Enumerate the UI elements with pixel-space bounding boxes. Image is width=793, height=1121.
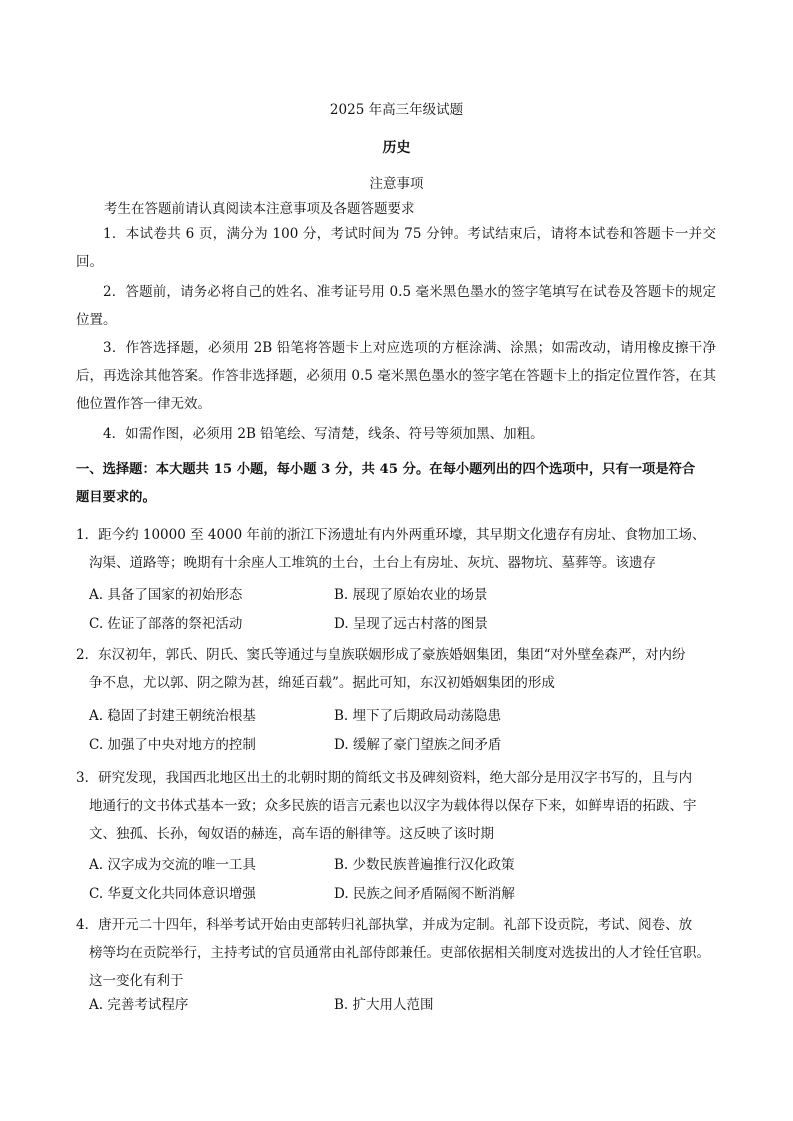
section-heading-line-1: 一、选择题：本大题共 15 小题，每小题 3 分，共 45 分。在每小题列出的四个选项中，只有一项是符合	[76, 462, 696, 477]
subject-heading: 历史	[382, 140, 411, 156]
question-3	[76, 764, 716, 848]
notice-intro: 考生在答题前请认真阅读本注意事项及各题答题要求	[104, 201, 415, 217]
question-3-option-b[interactable]: B. 少数民族普遍推行汉化政策	[334, 857, 515, 873]
question-3-option-a[interactable]: A. 汉字成为交流的唯一工具	[89, 857, 256, 873]
question-3-option-d[interactable]: D. 民族之间矛盾隔阂不断消解	[334, 886, 515, 902]
question-2-option-c[interactable]: C. 加强了中央对地方的控制	[89, 737, 256, 753]
notice-item-3: 3．作答选择题，必须用 2B 铅笔将答题卡上对应选项的方框涂满、涂黑；如需改动，请用橡皮擦干净后，再选涂其他答案。作答非选择题，必须用 0.5 毫米黑色墨水的签字笔在答题卡上的指定位置作答，在其他位置作答一律无效。	[76, 340, 716, 412]
question-4-line-2: 榜等均在贡院举行，主持考试的官员通常由礼部侍郎兼任。吏部依据相关制度对选拔出的人才铨任官职。	[89, 945, 710, 961]
question-1	[76, 521, 716, 577]
question-2-option-d[interactable]: D. 缓解了豪门望族之间矛盾	[334, 737, 502, 753]
question-1-line-2: 沟渠、道路等；晚期有十余座人工堆筑的土台，土台上有房址、灰坑、器物坑、墓葬等。该遗存	[89, 555, 656, 571]
question-1-option-c[interactable]: C. 佐证了部落的祭祀活动	[89, 616, 243, 632]
question-1-option-a[interactable]: A. 具备了国家的初始形态	[89, 587, 243, 603]
question-2-line-1: 2．东汉初年，郭氏、阴氏、窦氏等通过与皇族联姻形成了豪族婚姻集团，集团“对外壁垒森严，对内纷	[76, 647, 686, 663]
question-4-line-3: 这一变化有利于	[89, 973, 184, 989]
question-1-line-1: 1．距今约 10000 至 4000 年前的浙江下汤遗址有内外两重环壕，其早期文化遗存有房址、食物加工场、	[76, 527, 706, 543]
question-2-option-a[interactable]: A. 稳固了封建王朝统治根基	[89, 708, 256, 724]
notice-item-1: 1．本试卷共 6 页，满分为 100 分，考试时间为 75 分钟。考试结束后，请将本试卷和答题卡一并交回。	[76, 226, 716, 270]
question-2-line-2: 争不息，尤以郭、阴之隙为甚，绵延百载”。据此可知，东汉初婚姻集团的形成	[89, 675, 555, 691]
question-3-line-2: 地通行的文书体式基本一致；众多民族的语言元素也以汉字为载体得以保存下来，如鲜卑语的拓跋、宇	[89, 798, 697, 814]
section-heading	[76, 456, 716, 512]
question-4-option-b[interactable]: B. 扩大用人范围	[334, 997, 434, 1013]
question-3-line-1: 3．研究发现，我国西北地区出土的北朝时期的简纸文书及碑刻资料，绝大部分是用汉字书写的，且与内	[76, 770, 693, 786]
question-1-option-d[interactable]: D. 呈现了远古村落的图景	[334, 616, 488, 632]
question-1-option-b[interactable]: B. 展现了原始农业的场景	[334, 587, 488, 603]
question-2	[76, 641, 716, 697]
question-3-option-c[interactable]: C. 华夏文化共同体意识增强	[89, 886, 256, 902]
notice-item-2: 2．答题前，请务必将自己的姓名、准考证号用 0.5 毫米黑色墨水的签字笔填写在试卷及答题卡的规定位置。	[76, 284, 716, 328]
question-3-line-3: 文、独孤、长孙，匈奴语的赫连，高车语的斛律等。这反映了该时期	[89, 826, 494, 842]
section-heading-line-2: 题目要求的。	[76, 490, 156, 505]
question-4	[76, 911, 716, 995]
notice-item-4: 4．如需作图，必须用 2B 铅笔绘、写清楚，线条、符号等须加黑、加粗。	[103, 426, 544, 442]
exam-title: 2025 年高三年级试题	[329, 102, 464, 118]
notice-heading: 注意事项	[369, 176, 424, 192]
question-4-option-a[interactable]: A. 完善考试程序	[89, 997, 189, 1013]
question-2-option-b[interactable]: B. 埋下了后期政局动荡隐患	[334, 708, 502, 724]
question-4-line-1: 4．唐开元二十四年，科举考试开始由吏部转归礼部执掌，并成为定制。礼部下设贡院，考试、阅卷、放	[76, 917, 693, 933]
